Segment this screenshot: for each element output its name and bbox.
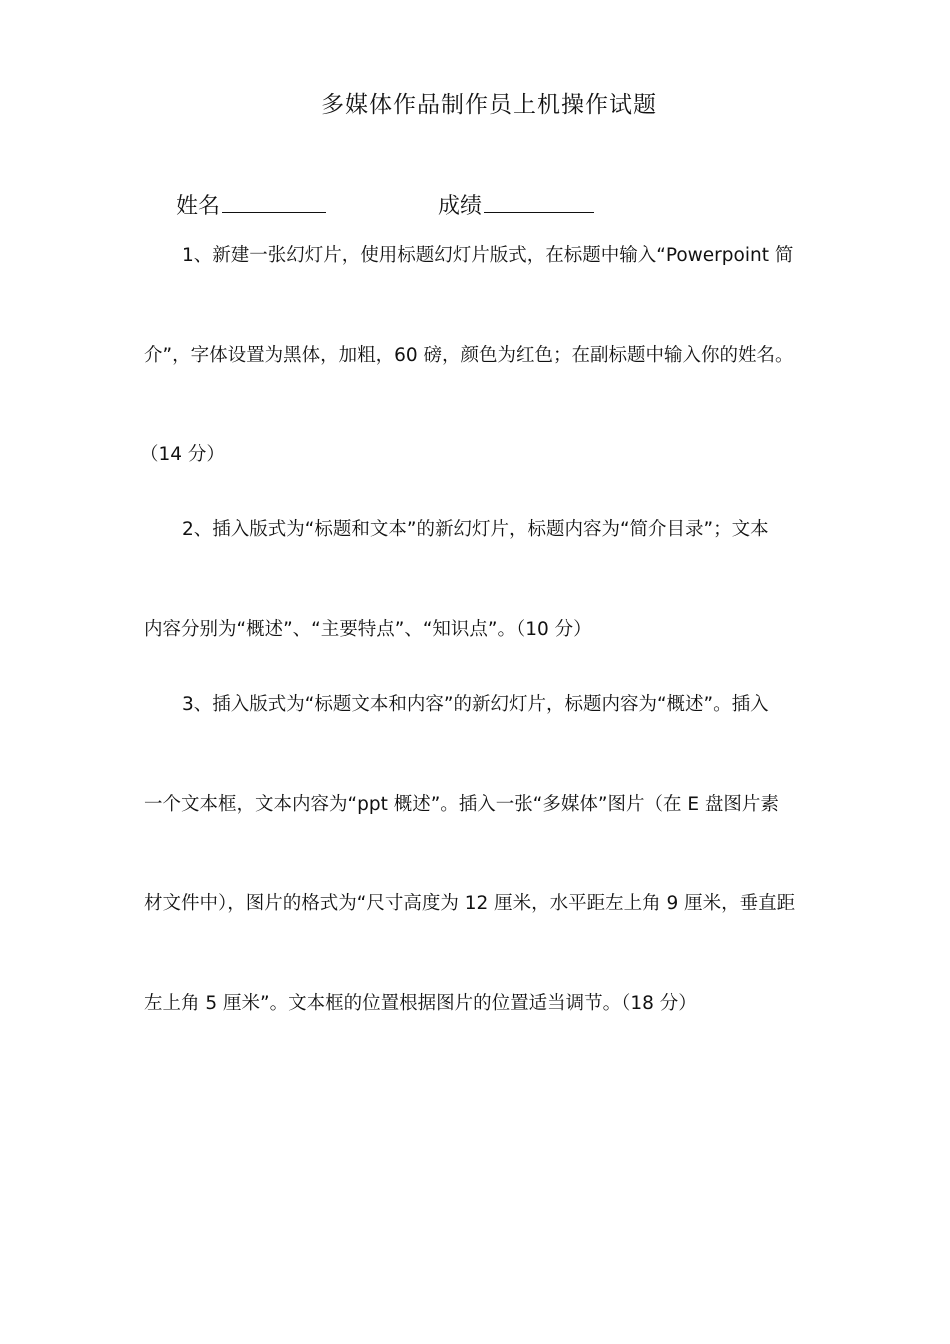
name-label: 姓名	[176, 194, 221, 219]
question-1-line-2: 介”，字体设置为黑体，加粗，60 磅，颜色为红色；在副标题中输入你的姓名。	[144, 345, 794, 366]
question-2-line-2: 内容分别为“概述”、“主要特点”、“知识点”。（10 分）	[144, 619, 592, 640]
question-2-line-1: 2、插入版式为“标题和文本”的新幻灯片，标题内容为“简介目录”；文本	[182, 519, 769, 540]
score-blank-line	[484, 190, 594, 213]
name-blank-line	[222, 190, 326, 213]
question-3-line-2: 一个文本框，文本内容为“ppt 概述”。插入一张“多媒体”图片（在 E 盘图片素	[144, 794, 779, 815]
question-3-line-3: 材文件中），图片的格式为“尺寸高度为 12 厘米，水平距左上角 9 厘米，垂直距	[144, 893, 796, 914]
question-1-score: （14 分）	[140, 444, 225, 465]
score-label: 成绩	[438, 194, 483, 219]
question-1-line-1: 1、新建一张幻灯片，使用标题幻灯片版式，在标题中输入“Powerpoint 简	[182, 245, 794, 266]
question-3-line-4: 左上角 5 厘米”。文本框的位置根据图片的位置适当调节。（18 分）	[144, 993, 697, 1014]
name-field	[176, 190, 326, 223]
question-3-line-1: 3、插入版式为“标题文本和内容”的新幻灯片，标题内容为“概述”。插入	[182, 694, 769, 715]
score-field	[438, 190, 594, 223]
page-title: 多媒体作品制作员上机操作试题	[321, 92, 657, 118]
